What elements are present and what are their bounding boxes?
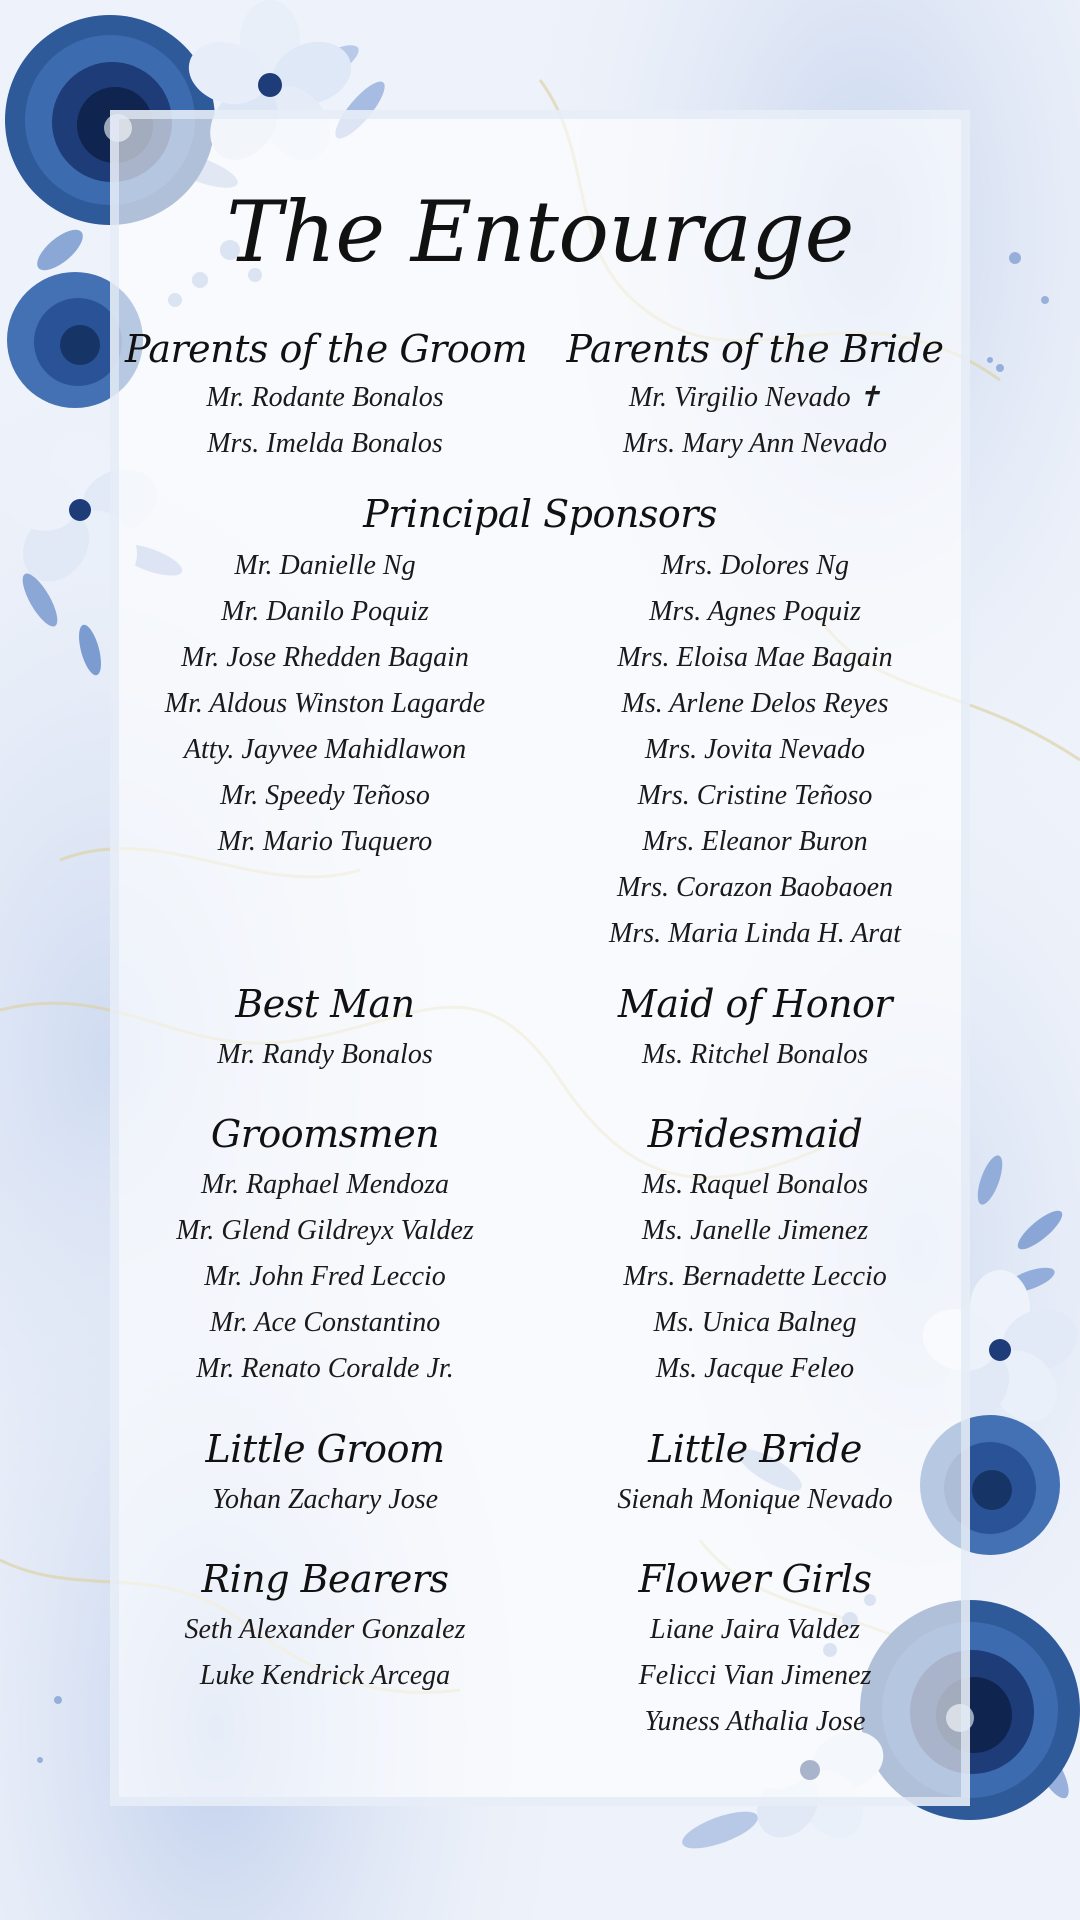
list-item: Liane Jaira Valdez [650, 1614, 860, 1645]
list-item: Mr. Rodante Bonalos [206, 382, 444, 413]
list-item: Ms. Janelle Jimenez [641, 1215, 869, 1246]
list-item: Yohan Zachary Jose [211, 1484, 439, 1515]
heading-parents-groom: Parents of the Groom [125, 327, 528, 371]
list-item: Mr. Mario Tuquero [217, 826, 433, 857]
list-item: Ms. Raquel Bonalos [641, 1169, 869, 1200]
list-item: Mrs. Maria Linda H. Arat [609, 918, 901, 949]
list-item: Mr. Ace Constantino [209, 1307, 441, 1338]
list-item: Mrs. Agnes Poquiz [649, 596, 861, 627]
heading-bridesmaid: Bridesmaid [647, 1112, 863, 1156]
list-item: Mr. Speedy Teñoso [220, 780, 430, 811]
list-item: Mrs. Cristine Teñoso [637, 780, 873, 811]
list-little-bride [555, 1477, 955, 1523]
heading-best-man: Best Man [235, 982, 415, 1026]
heading-groomsmen: Groomsmen [210, 1112, 440, 1156]
page-title: The Entourage [226, 183, 854, 281]
list-item: Mr. Virgilio Nevado ✝ [628, 382, 882, 413]
list-item: Mr. John Fred Leccio [204, 1261, 446, 1292]
list-item: Mr. Danilo Poquiz [221, 596, 429, 627]
list-item: Seth Alexander Gonzalez [184, 1614, 466, 1645]
list-item: Mr. Raphael Mendoza [200, 1169, 450, 1200]
list-sponsors-right [555, 543, 955, 957]
list-item: Mrs. Eleanor Buron [642, 826, 868, 857]
list-sponsors-left [125, 543, 525, 865]
list-bridesmaid [555, 1162, 955, 1392]
list-item: Mrs. Eloisa Mae Bagain [617, 642, 893, 673]
list-item: Mr. Aldous Winston Lagarde [164, 688, 486, 719]
list-item: Mrs. Imelda Bonalos [207, 428, 443, 459]
list-item: Mr. Glend Gildreyx Valdez [176, 1215, 474, 1246]
list-item: Mrs. Corazon Baobaoen [616, 872, 894, 903]
list-groomsmen [125, 1162, 525, 1392]
list-maid-of-honor [555, 1032, 955, 1078]
list-item: Mr. Jose Rhedden Bagain [181, 642, 469, 673]
list-item: Mrs. Dolores Ng [661, 550, 849, 581]
list-item: Mr. Randy Bonalos [217, 1039, 433, 1070]
list-item: Sienah Monique Nevado [617, 1484, 893, 1515]
list-item: Felicci Vian Jimenez [638, 1660, 872, 1691]
heading-little-groom: Little Groom [205, 1427, 445, 1471]
list-item: Atty. Jayvee Mahidlawon [183, 734, 467, 765]
list-item: Mr. Danielle Ng [234, 550, 416, 581]
list-item: Yuness Athalia Jose [644, 1706, 866, 1737]
list-item: Mr. Renato Coralde Jr. [196, 1353, 454, 1384]
heading-maid-of-honor: Maid of Honor [617, 982, 893, 1026]
heading-ring-bearers: Ring Bearers [201, 1557, 449, 1601]
heading-principal-sponsors: Principal Sponsors [363, 492, 717, 536]
list-item: Luke Kendrick Arcega [199, 1660, 451, 1691]
list-item: Ms. Jacque Feleo [655, 1353, 855, 1384]
heading-parents-bride: Parents of the Bride [566, 327, 944, 371]
list-item: Mrs. Mary Ann Nevado [623, 428, 887, 459]
list-parents-groom [125, 375, 525, 467]
heading-little-bride: Little Bride [648, 1427, 862, 1471]
list-parents-bride [555, 375, 955, 467]
list-best-man [125, 1032, 525, 1078]
list-item: Mrs. Jovita Nevado [644, 734, 866, 765]
list-item: Ms. Unica Balneg [653, 1307, 857, 1338]
heading-flower-girls: Flower Girls [638, 1557, 872, 1601]
list-flower-girls [555, 1607, 955, 1745]
list-ring-bearers [125, 1607, 525, 1699]
list-item: Ms. Ritchel Bonalos [641, 1039, 869, 1070]
list-little-groom [125, 1477, 525, 1523]
list-item: Mrs. Bernadette Leccio [623, 1261, 887, 1292]
list-item: Ms. Arlene Delos Reyes [621, 688, 889, 719]
